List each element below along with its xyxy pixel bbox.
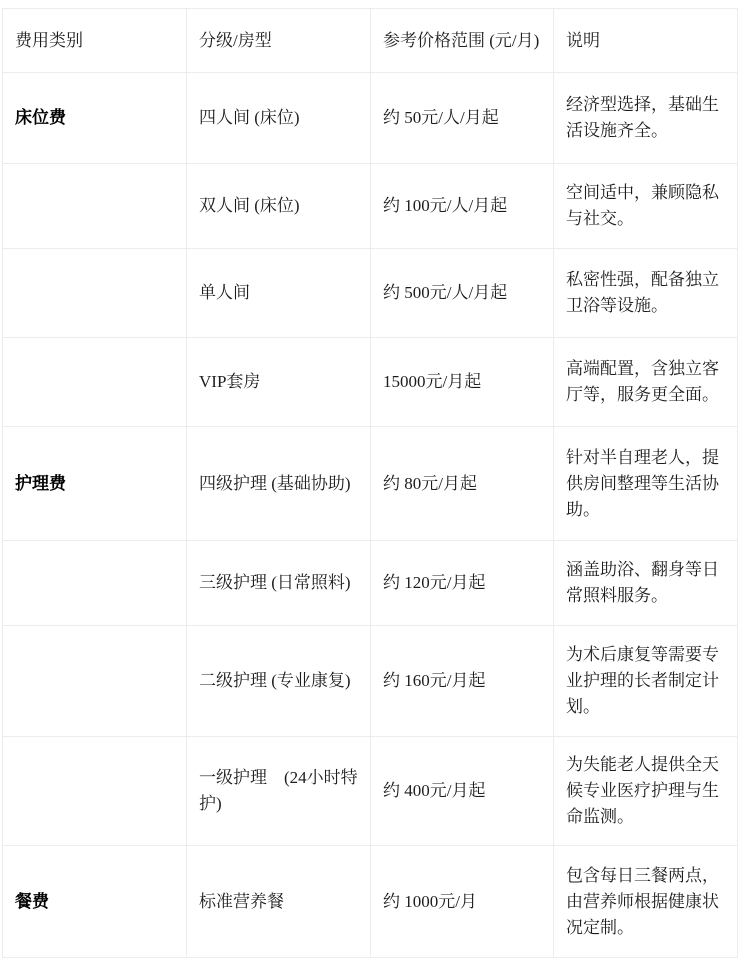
price-cell: 约 120元/月起 — [371, 541, 554, 626]
description-cell: 高端配置，含独立客厅等，服务更全面。 — [554, 338, 738, 427]
grade-cell: 双人间 (床位) — [187, 164, 371, 249]
grade-cell: VIP套房 — [187, 338, 371, 427]
grade-cell: 单人间 — [187, 249, 371, 338]
description-cell: 为术后康复等需要专业护理的长者制定计划。 — [554, 626, 738, 737]
price-cell: 约 400元/月起 — [371, 737, 554, 846]
grade-cell: 四人间 (床位) — [187, 73, 371, 164]
grade-cell: 标准营养餐 — [187, 846, 371, 958]
table-row — [3, 73, 738, 164]
table-row — [3, 164, 738, 249]
fee-table-body — [3, 73, 738, 958]
header-row — [3, 9, 738, 73]
description-cell: 包含每日三餐两点，由营养师根据健康状况定制。 — [554, 846, 738, 958]
category-cell — [3, 737, 187, 846]
table-row — [3, 626, 738, 737]
grade-cell: 四级护理 (基础协助) — [187, 427, 371, 541]
price-cell: 约 50元/人/月起 — [371, 73, 554, 164]
table-row — [3, 427, 738, 541]
price-cell: 15000元/月起 — [371, 338, 554, 427]
description-cell: 私密性强，配备独立卫浴等设施。 — [554, 249, 738, 338]
fee-table-header — [3, 9, 738, 73]
table-row — [3, 737, 738, 846]
price-cell: 约 100元/人/月起 — [371, 164, 554, 249]
category-cell — [3, 541, 187, 626]
fee-table — [2, 8, 738, 958]
price-cell: 约 500元/人/月起 — [371, 249, 554, 338]
table-row — [3, 338, 738, 427]
description-cell: 空间适中，兼顾隐私与社交。 — [554, 164, 738, 249]
table-row — [3, 249, 738, 338]
grade-cell: 一级护理 (24小时特护) — [187, 737, 371, 846]
price-cell: 约 80元/月起 — [371, 427, 554, 541]
category-cell: 护理费 — [3, 427, 187, 541]
category-cell: 床位费 — [3, 73, 187, 164]
table-row — [3, 541, 738, 626]
description-cell: 为失能老人提供全天候专业医疗护理与生命监测。 — [554, 737, 738, 846]
category-cell — [3, 338, 187, 427]
category-cell: 餐费 — [3, 846, 187, 958]
description-cell: 经济型选择，基础生活设施齐全。 — [554, 73, 738, 164]
price-cell: 约 1000元/月 — [371, 846, 554, 958]
header-grade: 分级/房型 — [187, 9, 371, 73]
category-cell — [3, 164, 187, 249]
header-price: 参考价格范围 (元/月) — [371, 9, 554, 73]
header-category: 费用类别 — [3, 9, 187, 73]
category-cell — [3, 626, 187, 737]
grade-cell: 三级护理 (日常照料) — [187, 541, 371, 626]
category-cell — [3, 249, 187, 338]
price-cell: 约 160元/月起 — [371, 626, 554, 737]
grade-cell: 二级护理 (专业康复) — [187, 626, 371, 737]
table-row — [3, 846, 738, 958]
header-description: 说明 — [554, 9, 738, 73]
description-cell: 涵盖助浴、翻身等日常照料服务。 — [554, 541, 738, 626]
description-cell: 针对半自理老人，提供房间整理等生活协助。 — [554, 427, 738, 541]
